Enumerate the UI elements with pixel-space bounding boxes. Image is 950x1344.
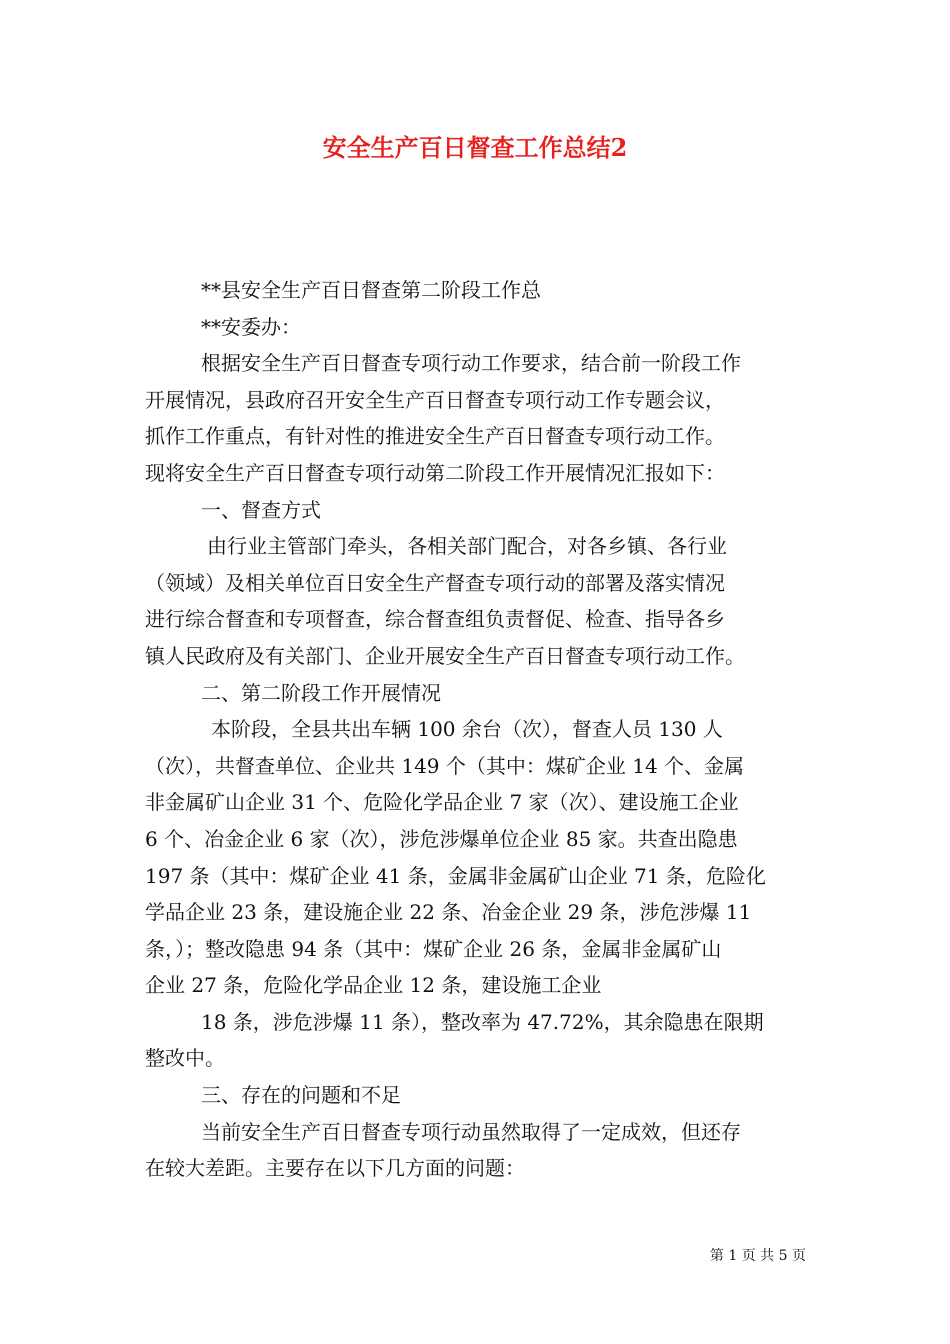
- paragraph-line: 企业 27 条，危险化学品企业 12 条，建设施工企业: [145, 973, 602, 998]
- paragraph-line: 整改中。: [145, 1046, 225, 1071]
- paragraph-line: 进行综合督查和专项督查，综合督查组负责督促、检查、指导各乡: [145, 607, 725, 632]
- paragraph-line: 根据安全生产百日督查专项行动工作要求，结合前一阶段工作: [201, 351, 741, 376]
- paragraph-line: 抓作工作重点，有针对性的推进安全生产百日督查专项行动工作。: [145, 424, 725, 449]
- paragraph-line: 18 条，涉危涉爆 11 条），整改率为 47.72%，其余隐患在限期: [201, 1009, 764, 1034]
- paragraph-line: 开展情况，县政府召开安全生产百日督查专项行动工作专题会议，: [145, 387, 725, 412]
- paragraph-line: 本阶段，全县共出车辆 100 余台（次），督查人员 130 人: [211, 717, 723, 742]
- paragraph-line: 现将安全生产百日督查专项行动第二阶段工作开展情况汇报如下：: [145, 460, 725, 485]
- addressee-line: **安委办：: [201, 314, 301, 339]
- document-body: [145, 272, 807, 1187]
- paragraph-line: 学品企业 23 条，建设施企业 22 条、冶金企业 29 条，涉危涉爆 11: [145, 900, 752, 925]
- paragraph-line: 条，）；整改隐患 94 条（其中：煤矿企业 26 条，金属非金属矿山: [145, 936, 722, 961]
- section-heading-2: 二、第二阶段工作开展情况: [201, 680, 441, 705]
- paragraph-line: 6 个、冶金企业 6 家（次），涉危涉爆单位企业 85 家。共查出隐患: [145, 826, 738, 851]
- paragraph-line: （次），共督查单位、企业共 149 个（其中：煤矿企业 14 个、金属: [145, 753, 745, 778]
- paragraph-line: 非金属矿山企业 31 个、危险化学品企业 7 家（次）、建设施工企业: [145, 790, 739, 815]
- section-heading-3: 三、存在的问题和不足: [201, 1083, 401, 1108]
- subtitle-line: **县安全生产百日督查第二阶段工作总: [201, 278, 541, 302]
- paragraph-line: 197 条（其中：煤矿企业 41 条，金属非金属矿山企业 71 条，危险化: [145, 863, 766, 888]
- paragraph-line: 由行业主管部门牵头，各相关部门配合，对各乡镇、各行业: [207, 534, 727, 559]
- paragraph-line: 当前安全生产百日督查专项行动虽然取得了一定成效，但还存: [201, 1119, 741, 1144]
- paragraph-line: （领域）及相关单位百日安全生产督查专项行动的部署及落实情况: [145, 570, 725, 595]
- section-heading-1: 一、督查方式: [201, 497, 321, 522]
- paragraph-line: 在较大差距。主要存在以下几方面的问题：: [145, 1156, 525, 1181]
- paragraph-line: 镇人民政府及有关部门、企业开展安全生产百日督查专项行动工作。: [145, 643, 745, 668]
- page-number-footer: 第 1 页 共 5 页: [709, 1248, 806, 1264]
- document-title: 安全生产百日督查工作总结2: [322, 133, 628, 162]
